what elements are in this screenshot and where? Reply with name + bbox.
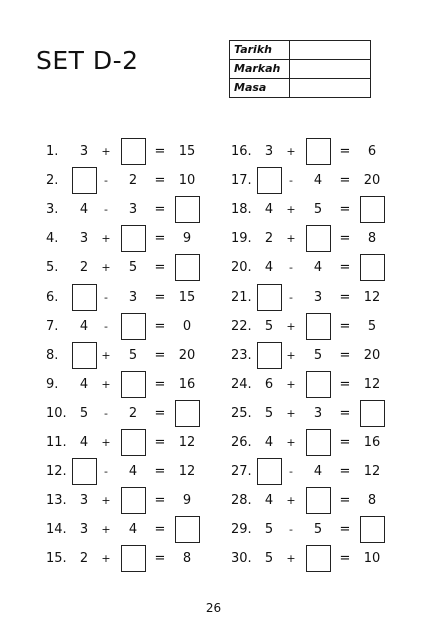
question-number: 3. — [46, 202, 59, 218]
first-operand: 4 — [79, 202, 89, 218]
first-operand: 5 — [264, 318, 274, 334]
question-number: 24. — [231, 376, 252, 392]
equals-sign: = — [339, 289, 351, 305]
first-operand: 6 — [264, 376, 274, 392]
answer-box[interactable] — [306, 138, 331, 165]
equals-sign: = — [154, 260, 166, 276]
equals-sign: = — [339, 202, 351, 218]
operator-sign: - — [104, 174, 108, 188]
operator-sign: + — [286, 552, 296, 566]
answer-box[interactable] — [306, 313, 331, 340]
second-operand: 4 — [313, 173, 323, 189]
operator-sign: + — [286, 319, 296, 333]
second-operand: 3 — [128, 202, 138, 218]
equals-sign: = — [339, 173, 351, 189]
first-operand: 4 — [264, 493, 274, 509]
answer-box[interactable] — [175, 516, 200, 543]
equals-sign: = — [339, 493, 351, 509]
answer-box[interactable] — [121, 313, 146, 340]
operator-sign: - — [289, 290, 293, 304]
record-blank-field — [290, 79, 371, 98]
first-operand: 4 — [79, 318, 89, 334]
second-operand: 2 — [128, 405, 138, 421]
second-operand: 3 — [313, 289, 323, 305]
answer-box[interactable] — [72, 284, 97, 311]
answer-box[interactable] — [121, 545, 146, 572]
operator-sign: + — [101, 494, 111, 508]
operator-sign: - — [289, 174, 293, 188]
operator-sign: + — [286, 494, 296, 508]
second-operand: 5 — [313, 522, 323, 538]
answer-box[interactable] — [175, 196, 200, 223]
question-number: 5. — [46, 260, 59, 276]
result-value: 16 — [363, 435, 381, 450]
question-number: 11. — [46, 435, 67, 450]
question-number: 12. — [46, 464, 67, 480]
question-number: 15. — [46, 551, 67, 567]
operator-sign: - — [104, 203, 108, 217]
operator-sign: + — [286, 436, 296, 449]
operator-sign: + — [101, 261, 111, 275]
operator-sign: - — [104, 406, 108, 420]
second-operand: 2 — [128, 173, 138, 189]
operator-sign: + — [286, 203, 296, 217]
result-value: 12 — [363, 464, 381, 480]
record-label: Tarikh — [230, 41, 290, 60]
first-operand: 5 — [79, 405, 89, 421]
operator-sign: - — [289, 523, 293, 537]
operator-sign: + — [101, 145, 111, 158]
question-number: 1. — [46, 144, 59, 159]
record-blank-field — [290, 60, 371, 79]
equals-sign: = — [339, 144, 351, 159]
record-label: Markah — [230, 60, 290, 79]
answer-box[interactable] — [306, 487, 331, 514]
equals-sign: = — [154, 405, 166, 421]
worksheet-title: SET D-2 — [36, 46, 139, 75]
question-number: 20. — [231, 260, 252, 276]
equals-sign: = — [339, 405, 351, 421]
operator-sign: - — [289, 261, 293, 275]
equals-sign: = — [339, 464, 351, 480]
question-number: 8. — [46, 347, 59, 363]
equals-sign: = — [154, 435, 166, 450]
result-value: 10 — [363, 551, 381, 567]
result-value: 12 — [178, 464, 196, 480]
question-number: 16. — [231, 144, 252, 159]
answer-box[interactable] — [121, 138, 146, 165]
answer-box[interactable] — [121, 225, 146, 252]
equals-sign: = — [154, 318, 166, 334]
record-label: Masa — [230, 79, 290, 98]
first-operand: 4 — [79, 435, 89, 450]
answer-box[interactable] — [72, 167, 97, 194]
answer-box[interactable] — [306, 545, 331, 572]
record-blank-field — [290, 41, 371, 60]
second-operand: 3 — [128, 289, 138, 305]
answer-box[interactable] — [72, 458, 97, 485]
question-number: 2. — [46, 173, 59, 189]
first-operand: 2 — [79, 551, 89, 567]
first-operand: 2 — [79, 260, 89, 276]
equals-sign: = — [154, 289, 166, 305]
equals-sign: = — [339, 347, 351, 363]
question-number: 17. — [231, 173, 252, 189]
question-number: 27. — [231, 464, 252, 480]
equals-sign: = — [339, 318, 351, 334]
operator-sign: + — [101, 377, 111, 391]
operator-sign: + — [286, 232, 296, 246]
question-number: 18. — [231, 202, 252, 218]
result-value: 20 — [178, 347, 196, 363]
equals-sign: = — [154, 376, 166, 392]
first-operand: 3 — [79, 231, 89, 247]
operator-sign: - — [104, 319, 108, 333]
question-number: 21. — [231, 289, 252, 305]
second-operand: 4 — [313, 260, 323, 276]
answer-box[interactable] — [360, 516, 385, 543]
answer-box[interactable] — [175, 400, 200, 427]
operator-sign: + — [101, 348, 111, 362]
equals-sign: = — [339, 551, 351, 567]
equals-sign: = — [339, 522, 351, 538]
record-table — [229, 40, 371, 98]
operator-sign: - — [104, 290, 108, 304]
first-operand: 3 — [79, 144, 89, 159]
result-value: 9 — [182, 231, 192, 247]
operator-sign: + — [101, 552, 111, 566]
question-number: 22. — [231, 318, 252, 334]
equals-sign: = — [154, 202, 166, 218]
question-number: 30. — [231, 551, 252, 567]
result-value: 20 — [363, 347, 381, 363]
record-row-date — [230, 41, 371, 60]
equals-sign: = — [339, 376, 351, 392]
answer-box[interactable] — [121, 371, 146, 398]
first-operand: 4 — [264, 202, 274, 218]
operator-sign: + — [286, 348, 296, 362]
record-row-time — [230, 79, 371, 98]
answer-box[interactable] — [121, 487, 146, 514]
result-value: 15 — [178, 144, 196, 159]
answer-box[interactable] — [72, 342, 97, 369]
answer-box[interactable] — [306, 225, 331, 252]
equals-sign: = — [154, 231, 166, 247]
operator-sign: + — [286, 406, 296, 420]
first-operand: 4 — [264, 435, 274, 450]
answer-box[interactable] — [257, 167, 282, 194]
result-value: 12 — [178, 435, 196, 450]
second-operand: 4 — [128, 522, 138, 538]
first-operand: 5 — [264, 522, 274, 538]
question-number: 9. — [46, 376, 59, 392]
answer-box[interactable] — [306, 371, 331, 398]
second-operand: 5 — [313, 347, 323, 363]
first-operand: 3 — [79, 522, 89, 538]
question-number: 26. — [231, 435, 252, 450]
question-number: 23. — [231, 347, 252, 363]
equals-sign: = — [154, 522, 166, 538]
question-number: 14. — [46, 522, 67, 538]
question-number: 19. — [231, 231, 252, 247]
equals-sign: = — [154, 551, 166, 567]
result-value: 0 — [182, 318, 192, 334]
equals-sign: = — [154, 464, 166, 480]
second-operand: 5 — [313, 202, 323, 218]
equals-sign: = — [339, 231, 351, 247]
result-value: 8 — [182, 551, 192, 567]
operator-sign: + — [101, 523, 111, 537]
question-number: 28. — [231, 493, 252, 509]
result-value: 12 — [363, 376, 381, 392]
first-operand: 5 — [264, 405, 274, 421]
second-operand: 5 — [128, 347, 138, 363]
first-operand: 2 — [264, 231, 274, 247]
second-operand: 4 — [313, 464, 323, 480]
equals-sign: = — [339, 260, 351, 276]
operator-sign: + — [101, 436, 111, 449]
answer-box[interactable] — [121, 429, 146, 456]
second-operand: 4 — [128, 464, 138, 480]
question-number: 6. — [46, 289, 59, 305]
operator-sign: + — [286, 145, 296, 158]
equals-sign: = — [154, 144, 166, 159]
first-operand: 4 — [79, 376, 89, 392]
page-number: 26 — [205, 601, 222, 615]
answer-box[interactable] — [257, 284, 282, 311]
question-number: 25. — [231, 405, 252, 421]
result-value: 15 — [178, 289, 196, 305]
result-value: 9 — [182, 493, 192, 509]
equals-sign: = — [154, 493, 166, 509]
first-operand: 4 — [264, 260, 274, 276]
answer-box[interactable] — [360, 254, 385, 281]
first-operand: 3 — [264, 144, 274, 159]
result-value: 5 — [367, 318, 377, 334]
result-value: 12 — [363, 289, 381, 305]
result-value: 20 — [363, 173, 381, 189]
result-value: 8 — [367, 493, 377, 509]
first-operand: 3 — [79, 493, 89, 509]
answer-box[interactable] — [360, 196, 385, 223]
question-number: 13. — [46, 493, 67, 509]
equals-sign: = — [154, 173, 166, 189]
question-number: 10. — [46, 405, 67, 421]
answer-box[interactable] — [257, 458, 282, 485]
answer-box[interactable] — [306, 429, 331, 456]
second-operand: 5 — [128, 260, 138, 276]
result-value: 8 — [367, 231, 377, 247]
second-operand: 3 — [313, 405, 323, 421]
result-value: 6 — [367, 144, 377, 159]
answer-box[interactable] — [360, 400, 385, 427]
result-value: 10 — [178, 173, 196, 189]
answer-box[interactable] — [175, 254, 200, 281]
result-value: 16 — [178, 376, 196, 392]
operator-sign: - — [104, 465, 108, 479]
equals-sign: = — [339, 435, 351, 450]
first-operand: 5 — [264, 551, 274, 567]
question-number: 4. — [46, 231, 59, 247]
equals-sign: = — [154, 347, 166, 363]
answer-box[interactable] — [257, 342, 282, 369]
record-row-marks — [230, 60, 371, 79]
question-number: 29. — [231, 522, 252, 538]
question-number: 7. — [46, 318, 59, 334]
operator-sign: - — [289, 465, 293, 479]
operator-sign: + — [286, 377, 296, 391]
operator-sign: + — [101, 232, 111, 246]
